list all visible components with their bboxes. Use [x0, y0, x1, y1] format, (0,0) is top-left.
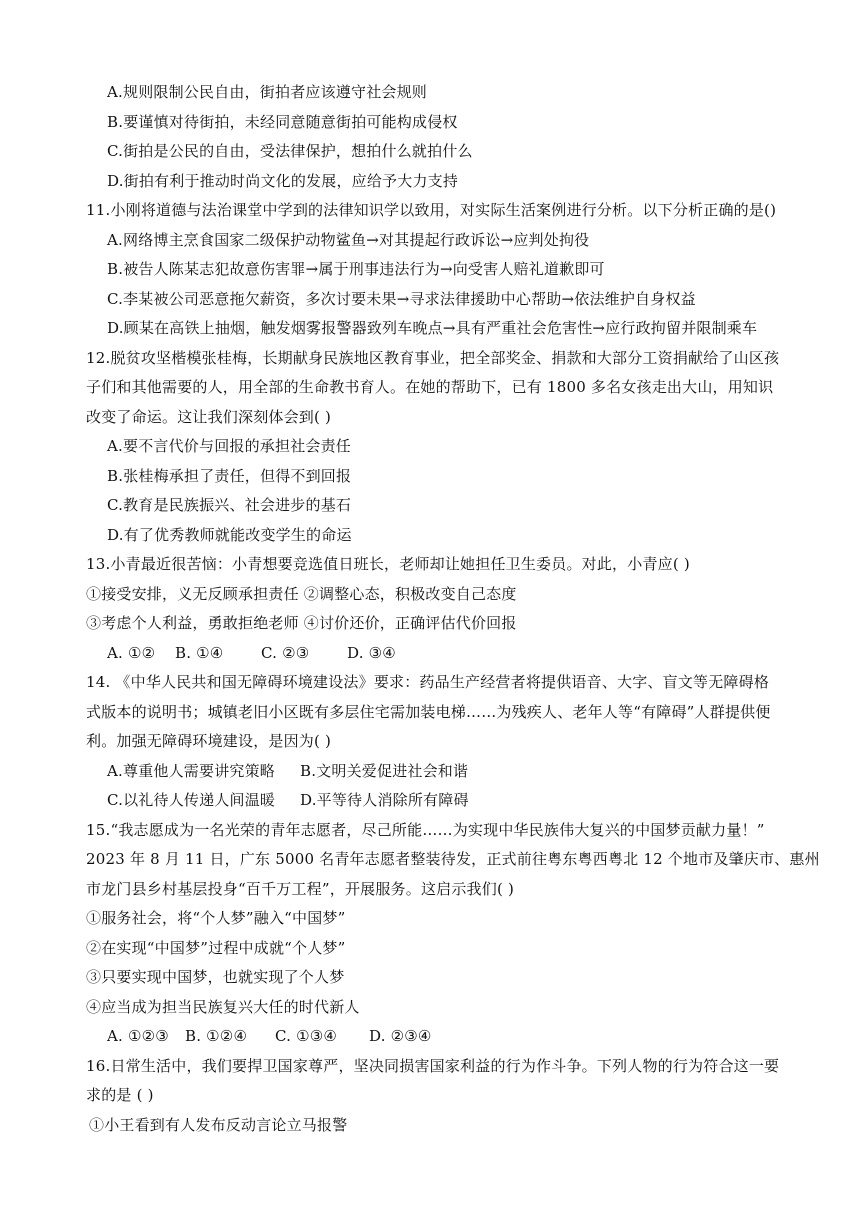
q16-stem-line-1: 16.日常生活中，我们要捍卫国家尊严，坚决同损害国家利益的行为作斗争。下列人物的行为符合这一要 — [86, 1057, 780, 1075]
q11-option-b: B.被告人陈某志犯故意伤害罪→属于刑事违法行为→向受害人赔礼道歉即可 — [107, 260, 605, 278]
q15-item-2: ②在实现“中国梦”过程中成就“个人梦” — [86, 939, 346, 957]
q11-stem: 11.小刚将道德与法治课堂中学到的法律知识学以致用，对实际生活案例进行分析。以下分析正确的是() — [86, 201, 777, 219]
q13-stem: 13.小青最近很苦恼：小青想要竞选值日班长，老师却让她担任卫生委员。对此，小青应( ) — [86, 555, 690, 573]
q12-option-c: C.教育是民族振兴、社会进步的基石 — [107, 496, 352, 514]
q15-item-1: ①服务社会，将“个人梦”融入“中国梦” — [86, 909, 346, 927]
q13-choice-d: D. ③④ — [347, 644, 396, 662]
q16-item-1: ①小王看到有人发布反动言论立马报警 — [89, 1116, 348, 1134]
q15-item-3: ③只要实现中国梦，也就实现了个人梦 — [86, 968, 345, 986]
q11-option-a: A.网络博主烹食国家二级保护动物鲨鱼→对其提起行政诉讼→应判处拘役 — [107, 231, 590, 249]
q15-stem-line-2: 2023 年 8 月 11 日，广东 5000 名青年志愿者整装待发，正式前往粤东粤西粤北 12 个地市及肇庆市、惠州 — [86, 850, 820, 868]
q15-stem-line-3: 市龙门县乡村基层投身“百千万工程”，开展服务。这启示我们( ) — [86, 880, 515, 898]
prev-option-b: B.要谨慎对待街拍，未经同意随意街拍可能构成侵权 — [107, 113, 458, 131]
q14-option-b: B.文明关爱促进社会和谐 — [300, 762, 469, 780]
q15-choice-a: A. ①②③ — [107, 1027, 169, 1045]
q13-items-row-2: ③考虑个人利益，勇敢拒绝老师 ④讨价还价，正确评估代价回报 — [86, 614, 517, 632]
q12-stem-line-2: 子们和其他需要的人，用全部的生命教书育人。在她的帮助下，已有 1800 多名女孩走出大山，用知识 — [86, 378, 774, 396]
q12-option-d: D.有了优秀教师就能改变学生的命运 — [107, 526, 352, 544]
prev-option-a: A.规则限制公民自由，街拍者应该遵守社会规则 — [107, 83, 428, 101]
q14-stem-line-1: 14. 《中华人民共和国无障碍环境建设法》要求：药品生产经营者将提供语音、大字、盲文等无障碍格 — [86, 673, 770, 691]
prev-option-d: D.街拍有利于推动时尚文化的发展，应给予大力支持 — [107, 172, 459, 190]
q15-choice-d: D. ②③④ — [369, 1027, 432, 1045]
q14-stem-line-2: 式版本的说明书；城镇老旧小区既有多层住宅需加装电梯……为残疾人、老年人等“有障碍”人群提供便 — [86, 703, 771, 721]
q11-option-c: C.李某被公司恶意拖欠薪资，多次讨要未果→寻求法律援助中心帮助→依法维护自身权益 — [107, 290, 696, 308]
prev-option-c: C.街拍是公民的自由，受法律保护，想拍什么就拍什么 — [107, 142, 473, 160]
q12-stem-line-3: 改变了命运。这让我们深刻体会到( ) — [86, 408, 332, 426]
q13-choice-b: B. ①④ — [175, 644, 224, 662]
q13-choice-a: A. ①② — [107, 644, 156, 662]
q16-stem-line-2: 求的是 ( ) — [86, 1086, 154, 1104]
q15-item-4: ④应当成为担当民族复兴大任的时代新人 — [86, 998, 360, 1016]
q12-option-b: B.张桂梅承担了责任，但得不到回报 — [107, 467, 352, 485]
q12-stem-line-1: 12.脱贫攻坚楷模张桂梅，长期献身民族地区教育事业，把全部奖金、捐款和大部分工资捐献给了山区孩 — [86, 349, 780, 367]
q12-option-a: A.要不言代价与回报的承担社会责任 — [107, 437, 352, 455]
q15-choice-c: C. ①③④ — [275, 1027, 338, 1045]
q14-option-a: A.尊重他人需要讲究策略 — [107, 762, 276, 780]
q11-option-d: D.顾某在高铁上抽烟，触发烟雾报警器致列车晚点→具有严重社会危害性→应行政拘留并限制乘车 — [107, 319, 758, 337]
q15-stem-line-1: 15.“我志愿成为一名光荣的青年志愿者，尽己所能……为实现中华民族伟大复兴的中国梦贡献力量！” — [86, 821, 765, 839]
q14-option-c: C.以礼待人传递人间温暖 — [107, 791, 276, 809]
q14-stem-line-3: 利。加强无障碍环境建设，是因为( ) — [86, 732, 332, 750]
q14-option-d: D.平等待人消除所有障碍 — [300, 791, 469, 809]
q13-items-row-1: ①接受安排，义无反顾承担责任 ②调整心态，积极改变自己态度 — [86, 585, 517, 603]
q15-choice-b: B. ①②④ — [185, 1027, 248, 1045]
q13-choice-c: C. ②③ — [261, 644, 310, 662]
